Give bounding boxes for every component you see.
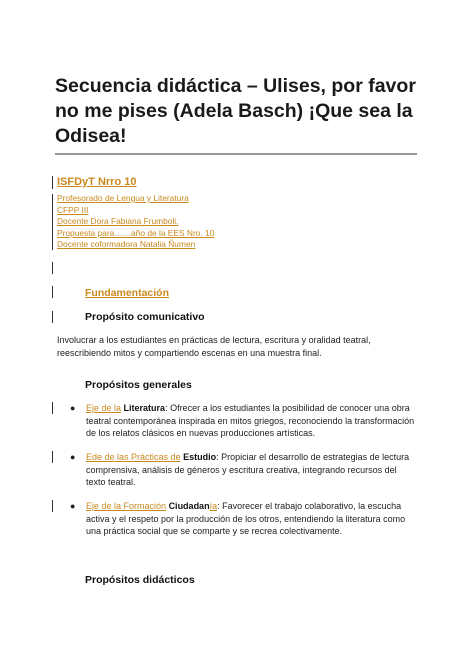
title-divider — [55, 153, 417, 155]
bullet-icon: ● — [70, 403, 76, 413]
proposito-comunicativo-heading: Propósito comunicativo — [85, 311, 205, 323]
document-title: Secuencia didáctica – Ulises, por favor no me pises (Adela Basch) ¡Que sea la Odisea! — [55, 75, 416, 147]
institution-line[interactable]: Docente coformadora Natalia Ñumen — [57, 239, 196, 250]
proposito-comunicativo-text: Involucrar a los estudiantes en prácticas de lectura, escritura y oralidad teatral, reescribiendo mitos y compartiendo escenas en una muestra final. — [57, 335, 371, 358]
institution-name: ISFDyT Nrro 10 — [57, 176, 137, 188]
institution-line[interactable]: Profesorado de Lengua y Literatura — [57, 193, 189, 203]
propositos-generales-heading: Propósitos generales — [85, 379, 192, 391]
margin-marker — [52, 286, 53, 298]
document-page: Secuencia didáctica – Ulises, por favor no me pises (Adela Basch) ¡Que sea la Odisea! ISFDyT Nrro 10 Profesorado de Lengua y Literatura CFPP III Docente Dora Fabiana Frumboli. Propuesta para……año de la EES Nro. 10 Docente coformadora Natalia Ñumen Fundamentación Propósito comunicativo Involucrar a los estudiantes en prácticas de lectura, escritura y oralidad teatral, reescribiendo mitos y compartiendo escenas en una muestra final. Propósitos generales ● Eje de la Literatura: Ofrecer a los estudiantes la posibilidad de conocer una obra teatral contemporánea inspirada en mitos griegos, reconociendo la transformación de los relatos clásicos en nuevas producciones artísticas. ● Ede de las Prácticas de Estudio: Propiciar el desarrollo de estrategias de lectura comprensiva, análisis de géneros y escritura creativa, integrando recursos del texto teatral. ● Eje de la Formación Ciudadanía: Favorecer el trabajo colaborativo, la escucha activa y el respeto por la producción de los otros, entendiendo la literatura como una práctica social que se comparte y se recrea colectivamente. Propósitos didácticos — [0, 0, 474, 669]
bullet-icon: ● — [70, 501, 76, 511]
institution-line[interactable]: CFPP III — [57, 204, 89, 215]
margin-marker — [52, 451, 53, 463]
propositos-didacticos-heading: Propósitos didácticos — [85, 574, 195, 586]
eje-formacion-link[interactable]: Eje de la Formación — [86, 501, 167, 511]
bullet-icon: ● — [70, 452, 76, 462]
institution-line[interactable]: Docente Dora Fabiana Frumboli. — [57, 216, 179, 227]
eje-literatura-link[interactable]: Eje de la — [86, 403, 122, 413]
margin-marker — [52, 176, 53, 189]
eje-practicas-link[interactable]: Ede de las Prácticas de — [86, 452, 181, 462]
institution-line[interactable]: Propuesta para……año de la EES Nro. 10 — [57, 227, 215, 238]
margin-marker — [52, 262, 53, 274]
margin-marker — [52, 194, 53, 250]
margin-marker — [52, 500, 53, 512]
margin-marker — [52, 311, 53, 323]
fundamentacion-heading[interactable]: Fundamentación — [85, 287, 170, 299]
institution-details — [57, 193, 214, 251]
margin-marker — [52, 402, 53, 414]
